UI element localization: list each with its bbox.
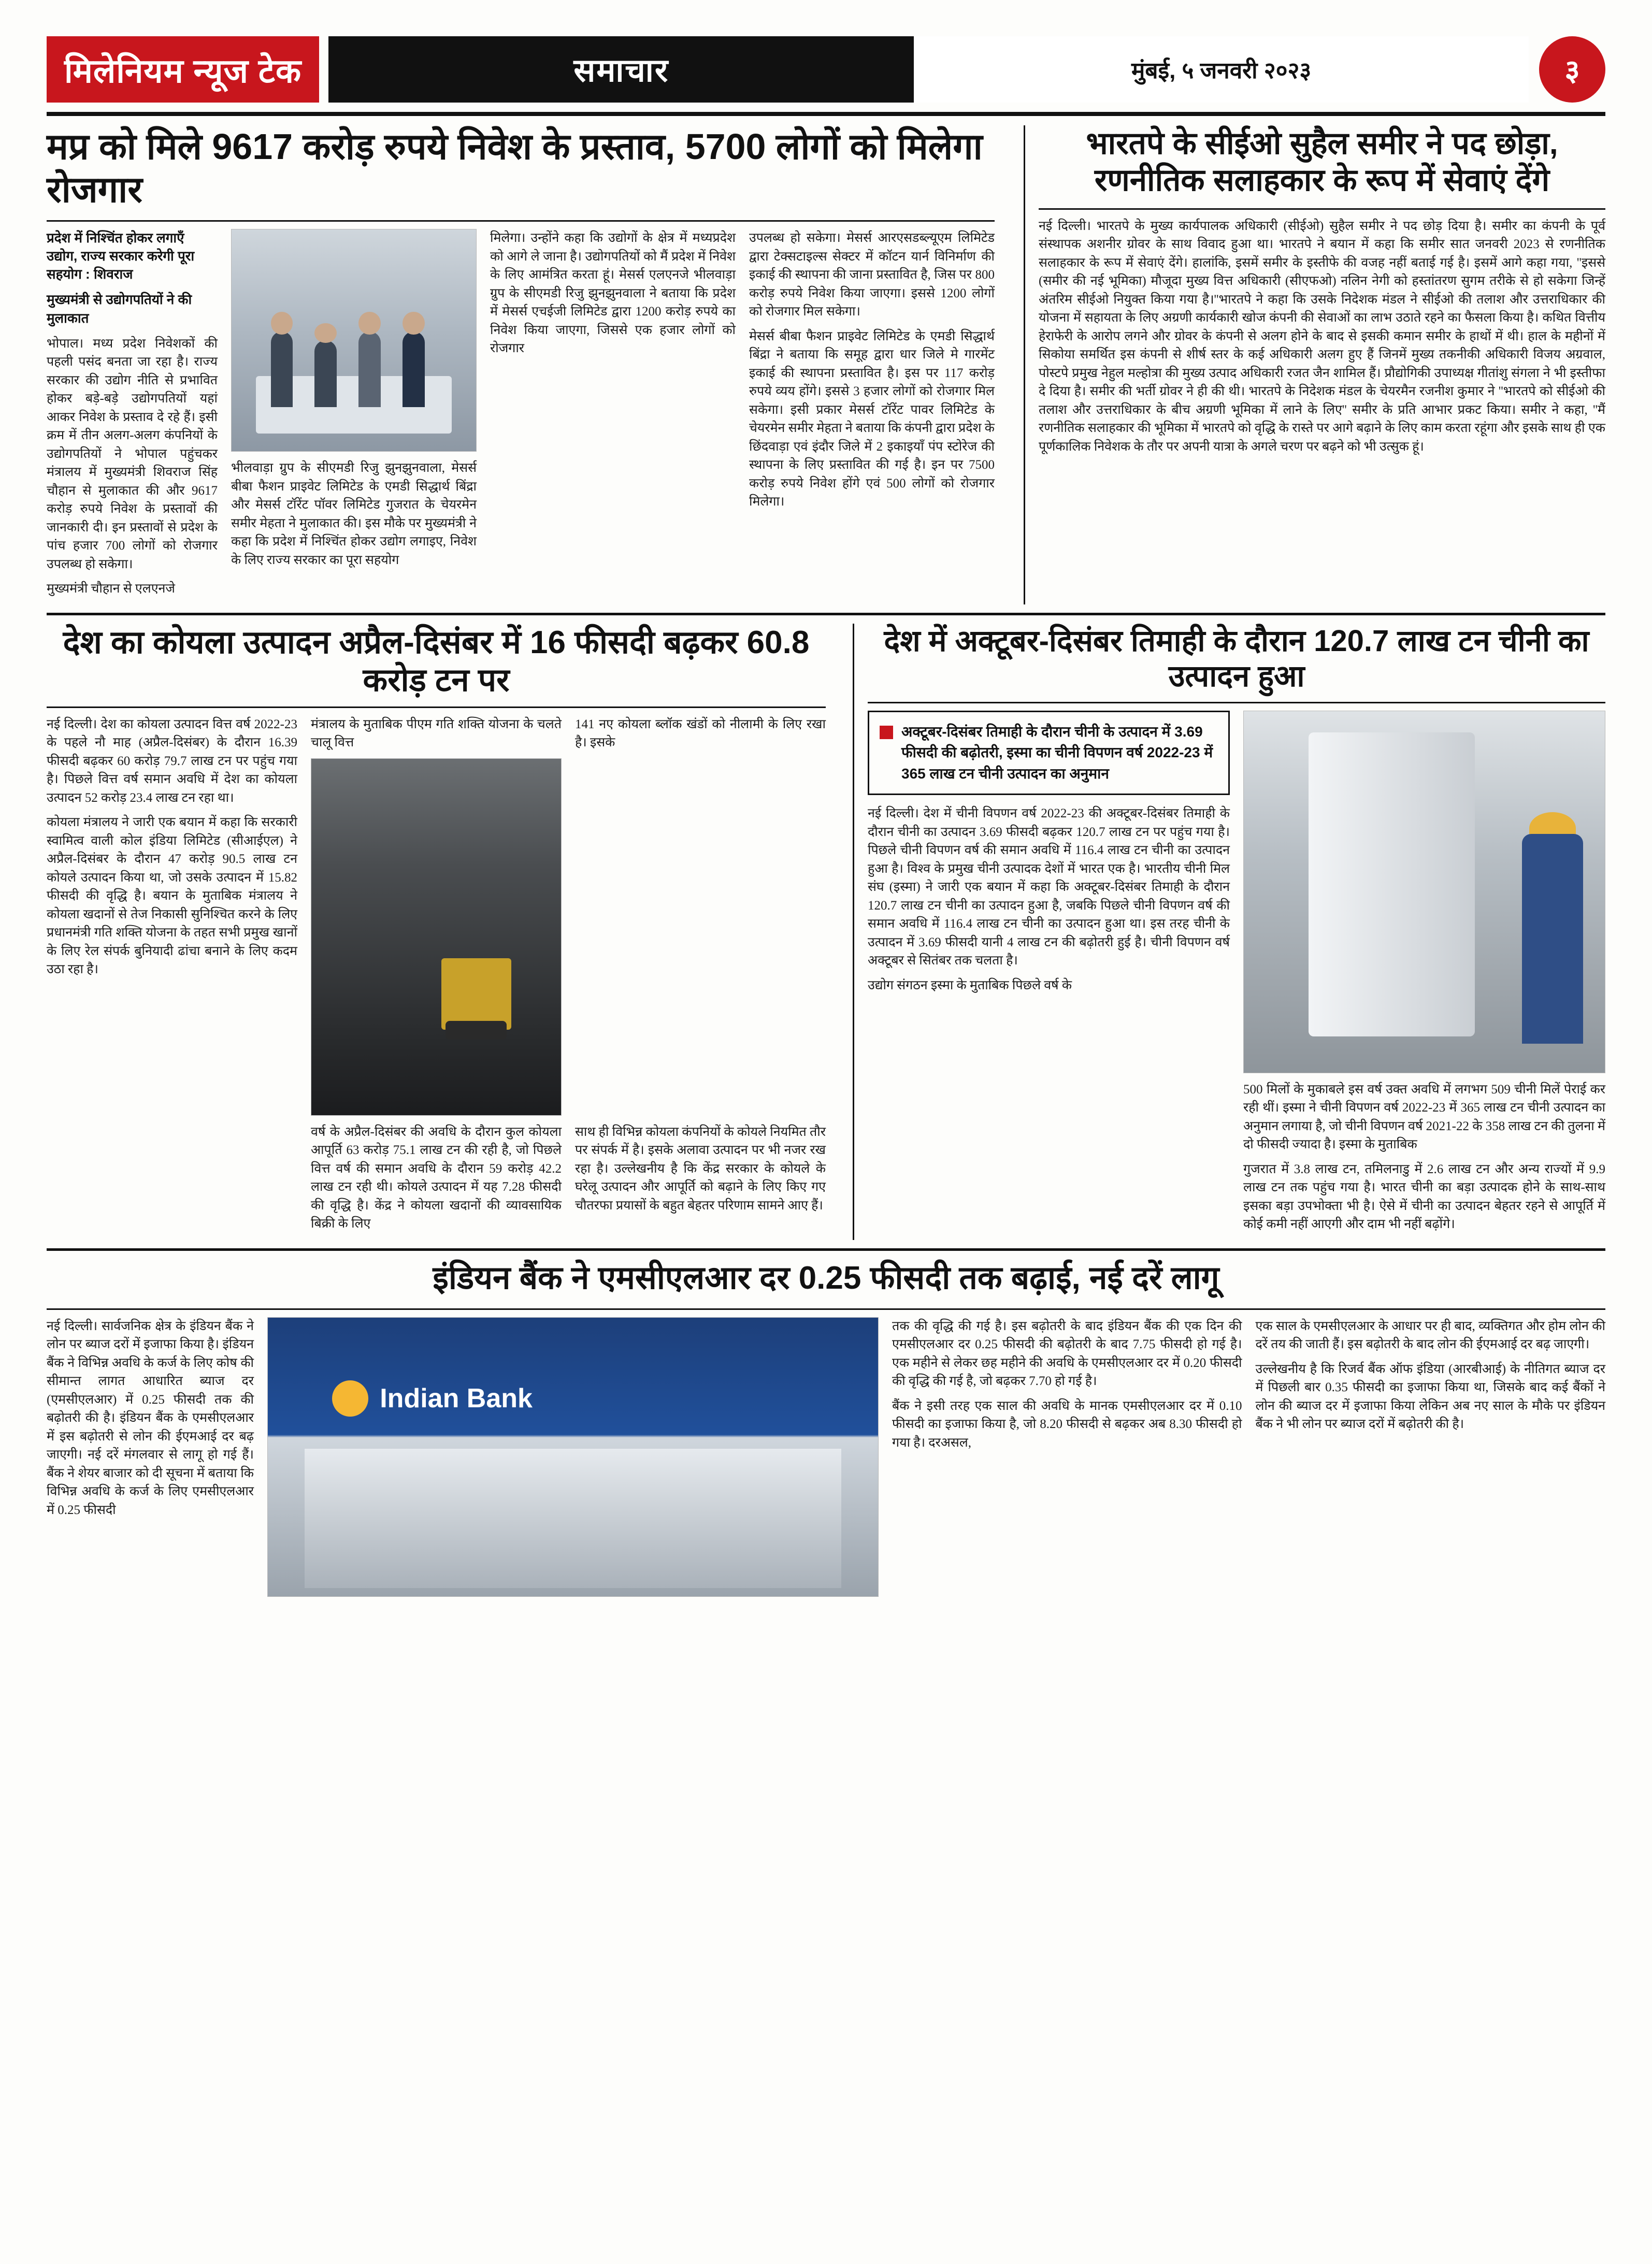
sugar-summary-box [868, 711, 1230, 796]
mp-para-6: मेसर्स बीबा फैशन प्राइवेट लिमिटेड के एमडी सिद्धार्थ बिंद्रा ने बताया कि समूह द्वारा धार जिले मे गारमेंट इकाई की स्थापना प्रस्तावित है। इस पर 117 करोड़ रुपये व्यय होंगे। इससे 3 हजार लोगों को रोजगार मिल सकेगा। इसी प्रकार मेसर्स टॉरेंट पावर लिमिटेड के चेयरमेन समीर मेहता ने बताया कि कंपनी द्वारा प्रदेश के छिंदवाड़ा एवं इंदौर जिले में 2 इकाइयाँ पंप स्टोरेज की स्थापना के लिए प्रस्तावित की गई है। इन पर 7500 करोड़ रुपये निवेश होंगे एवं 500 लोगों को रोजगार मिलेगा। [749, 329, 995, 509]
article-mp-investment [47, 125, 1010, 604]
headline-indian-bank: इंडियन बैंक ने एमसीएलआर दर 0.25 फीसदी तक बढ़ाई, नई दरें लागू [433, 1260, 1219, 1296]
headline-coal: देश का कोयला उत्पादन अप्रैल-दिसंबर में 16 फीसदी बढ़कर 60.8 करोड़ टन पर [63, 624, 810, 698]
coal-para-3: मंत्रालय के मुताबिक पीएम गति शक्ति योजना के चलते चालू वित्त [311, 717, 562, 750]
sugar-col-2 [1243, 711, 1605, 1240]
mp-para-4: मिलेगा। उन्होंने कहा कि उद्योगों के क्षेत्र में मध्यप्रदेश को आगे ले जाना है। उद्योगपतियों को मैं प्रदेश में निवेश के लिए आमंत्रित करता हूं। मेसर्स एलएनजे भीलवाड़ा ग्रुप के सीएमडी रिजु झुनझुनवाला ने बताया कि प्रदेश में मेसर्स एचईजी लिमिटेड द्वारा 1200 करोड़ रुपये का निवेश किया जाएगा, जिससे एक हजार लोगों को रोजगार [490, 231, 736, 356]
headline-bharatpe: भारतपे के सीईओ सुहैल समीर ने पद छोड़ा, रणनीतिक सलाहकार के रूप में सेवाएं देंगे [1086, 126, 1558, 197]
section-title: समाचार [328, 36, 914, 103]
coal-para-1: नई दिल्ली। देश का कोयला उत्पादन वित्त वर्ष 2022-23 के पहले नौ माह (अप्रैल-दिसंबर) के दौरान 16.39 फीसदी बढ़कर 60 करोड़ 79.7 लाख टन पर पहुंच गया है। पिछले वित्त वर्ष समान अवधि में देश का कोयला उत्पादन 52 करोड़ 23.4 लाख टन रहा था। [47, 717, 297, 805]
photo-indian-bank-branch [267, 1317, 879, 1597]
bank-storefront-glass [305, 1449, 842, 1588]
mp-col-4 [749, 229, 995, 604]
vertical-divider-2 [853, 624, 854, 1240]
dateline: मुंबई, ५ जनवरी २०२३ [914, 36, 1529, 103]
sugar-para-2: उद्योग संगठन इस्मा के मुताबिक पिछले वर्ष के [868, 978, 1072, 992]
photo-sugar-mill [1243, 711, 1605, 1073]
bharatpe-para-1: नई दिल्ली। भारतपे के मुख्य कार्यपालक अधिकारी (सीईओ) सुहैल समीर ने पद छोड़ दिया है। समीर का कंपनी के पूर्व संस्थापक अशनीर ग्रोवर के साथ विवाद हुआ था। भारतपे ने बयान में कहा कि समीर सात जनवरी 2023 से रणनीतिक सलाहकार के रूप में सेवाएं देंगे। हालांकि, इसमें समीर के इस्तीफे की वजह नहीं बताई गई है। इसमें आगे कहा गया, ''इससे (समीर की नई भूमिका) मौजूदा मुख्य वित्त अधिकारी (सीएफओ) नलिन नेगी को हस्तांतरण सुगम तरीके से हो सकेगा जिन्हें अंतरिम सीईओ नियुक्त किया गया है।''भारतपे ने कहा कि उसके निदेशक मंडल ने सीईओ की तलाश और उत्तराधिकार की योजना में सहायता के लिए अग्रणी कार्यकारी खोज कंपनी की सेवाओं का लाभ उठाते रहने का फैसला किया है। कथित वित्तीय हेराफेरी के आरोप लगने और ग्रोवर के कंपनी से अलग होने के बाद से इसकी कमान समीर के हाथों में थी। हाल के महीनों में सिकोया समर्थित इस कंपनी से शीर्ष स्तर के कई अधिकारी अलग हुए हैं जिनमें मुख्य तकनीकी अधिकारी विजय अग्रवाल, पोस्टपे प्रमुख नेहुल मल्होत्रा की मुख्य उत्पाद अधिकारी रजत जैन शामिल हैं। प्रौद्योगिकी उपाध्यक्ष गीतांशु संगला ने भी इस्तीफा दे दिया है। समीर की भर्ती ग्रोवर ने ही की थी। भारतपे के निदेशक मंडल के चेयरमैन रजनीश कुमार ने ''भारतपे को सीईओ की तलाश और उत्तराधिकार के बीच अग्रणी भूमिका में लाने के लिए'' समीर के प्रति आभार प्रकट किया। समीर ने कहा, ''मैं रणनीतिक सलाहकार की भूमिका में भारतपे को वृद्धि के रास्ते पर आगे बढ़ाने के लिए काम करता रहूंगा और इसके साथ ही एक पूर्णकालिक निवेशक के तौर पर अपनी यात्रा के अगले चरण पर बढ़ने को भी उत्सुक हूं। [1039, 219, 1605, 454]
mp-para-2: मुख्यमंत्री चौहान से एलएनजे [47, 582, 175, 596]
middle-section [47, 624, 1605, 1240]
coal-para-6: साथ ही विभिन्न कोयला कंपनियों के कोयले नियमित तौर पर संपर्क में है। इसके अलावा उत्पादन पर भी नजर रख रहा है। उल्लेखनीय है कि केंद्र सरकार के कोयले के घरेलू उत्पादन और आपूर्ति को बढ़ाने के लिए किए गए चौतरफा प्रयासों के बहुत बेहतर परिणाम सामने आए हैं। [575, 1124, 826, 1213]
indian-bank-logo-icon [332, 1380, 368, 1417]
sugar-para-1: नई दिल्ली। देश में चीनी विपणन वर्ष 2022-23 की अक्टूबर-दिसंबर तिमाही के दौरान चीनी का उत्पादन 3.69 फीसदी बढ़कर 120.7 लाख टन पर पहुंच गया है। पिछले चीनी विपणन वर्ष की समान अवधि में 116.4 लाख टन चीनी का उत्पादन हुआ है। विश्व के प्रमुख चीनी उत्पादक देशों में भारत एक है। भारतीय चीनी मिल संघ (इस्मा) ने जारी एक बयान में कहा कि अक्टूबर-दिसंबर तिमाही के दौरान 120.7 लाख टन चीनी का उत्पादन हुआ है, जबकि पिछले चीनी विपणन वर्ष की समान अवधि में 116.4 लाख टन चीनी का उत्पादन हुआ था। इस तरह चीनी के उत्पादन में 3.69 फीसदी यानी 4 लाख टन की बढ़ोतरी हुई है। चीनी विपणन वर्ष अक्टूबर से सितंबर तक चलता है। [868, 806, 1230, 968]
bank-para-2: तक की वृद्धि की गई है। इस बढ़ोतरी के बाद इंडियन बैंक की एक दिन की एमसीएलआर दर 0.25 फीसदी की बढ़ोतरी के बाद 7.75 फीसदी हो गई है। एक महीने से लेकर छह महीने की अवधि के एमसीएलआर दर में 0.20 फीसदी की वृद्धि की गई है, जो बढ़कर 7.70 हो गई है। [892, 1319, 1242, 1389]
mp-kicker-2: मुख्यमंत्री से उद्योगपतियों ने की मुलाकात [47, 292, 192, 326]
headline-mp-investment: मप्र को मिले 9617 करोड़ रुपये निवेश के प्रस्ताव, 5700 लोगों को मिलेगा रोजगार [47, 126, 983, 210]
vertical-divider-1 [1024, 125, 1025, 604]
sugar-col-1 [868, 711, 1230, 1240]
mp-para-3: भीलवाड़ा ग्रुप के सीएमडी रिजु झुनझुनवाला, मेसर्स बीबा फैशन प्राइवेट लिमिटेड के एमडी सिद्धार्थ बिंद्रा और मेसर्स टॉरेंट पॉवर लिमिटेड गुजरात के चेयरमेन समीर मेहता ने मुलाकात की। इस मौके पर मुख्यमंत्री ने कहा कि प्रदेश में निश्चिंत होकर उद्योग लगाइए, निवेश के लिए राज्य सरकार का पूरा सहयोग [231, 461, 477, 567]
bank-para-5: उल्लेखनीय है कि रिजर्व बैंक ऑफ इंडिया (आरबीआई) के नीतिगत ब्याज दर में पिछली बार 0.35 फीसदी का इजाफा किया था, जिसके बाद कई बैंकों ने लोन की ब्याज दर में इजाफा किया लेकिन अब नए साल के मौके पर इंडियन बैंक ने भी लोन पर ब्याज दरों में बढ़ोतरी की है। [1255, 1362, 1605, 1432]
mp-para-1: भोपाल। मध्य प्रदेश निवेशकों की पहली पसंद बनता जा रहा है। राज्य सरकार की उद्योग नीति से प्रभावित होकर बड़े-बड़े उद्योगपतियों यहां आकर निवेश के प्रस्ताव दे रहे हैं। इसी क्रम में तीन अलग-अलग कंपनियों के उद्योगपतियों ने भोपाल पहुंचकर मंत्रालय में मुख्यमंत्री शिवराज सिंह चौहान से मुलाकात की और 9617 करोड़ रुपये निवेश के प्रस्तावों की जानकारी दी। इन प्रस्तावों से प्रदेश के पांच हजार 700 लोगों को रोजगार उपलब्ध हो सकेगा। [47, 336, 218, 571]
masthead [47, 36, 1605, 103]
article-sugar [868, 624, 1605, 1240]
headline-sugar: देश में अक्टूबर-दिसंबर तिमाही के दौरान 120.7 लाख टन चीनी का उत्पादन हुआ [884, 624, 1589, 694]
bank-signboard [317, 1357, 829, 1440]
coal-col-3 [575, 715, 826, 1239]
sugar-para-3: 500 मिलों के मुकाबले इस वर्ष उक्त अवधि में लगभग 509 चीनी मिलें पेराई कर रही थीं। इस्मा ने चीनी विपणन वर्ष 2022-23 में 365 लाख टन चीनी उत्पादन का अनुमान लगाया है, जो चीनी विपणन वर्ष 2021-22 के 358 लाख टन की तुलना में दो फीसदी ज्यादा है। इस्मा के मुताबिक [1243, 1082, 1605, 1152]
masthead-rule [47, 112, 1605, 116]
bank-para-1: नई दिल्ली। सार्वजनिक क्षेत्र के इंडियन बैंक ने लोन पर ब्याज दरों में इजाफा किया है। इंडियन बैंक ने विभिन्न अवधि के कर्ज के लिए कोष की सीमान्त लागत आधारित ब्याज दर (एमसीएलआर) में 0.25 फीसदी तक की बढ़ोतरी की है। इंडियन बैंक के एमसीएलआर में इस बढ़ोतरी से लोन की ईएमआई दर बढ़ जाएगी। नई दरें मंगलवार से लागू हो गई हैं। बैंक ने शेयर बाजार को दी सूचना में बताया कि विभिन्न अवधि के कर्ज के लिए एमसीएलआर में 0.25 फीसदी [47, 1319, 254, 1517]
coal-para-5: 141 नए कोयला ब्लॉक खंडों को नीलामी के लिए रखा है। इसके [575, 717, 826, 750]
section-rule-2 [47, 1248, 1605, 1251]
bank-col-photo [267, 1317, 879, 1597]
top-section [47, 125, 1605, 604]
photo-cm-meeting [231, 229, 477, 452]
bank-col-1 [47, 1317, 254, 1597]
bullet-square-icon [880, 726, 893, 739]
section-rule-1 [47, 613, 1605, 615]
photo-coal-mine [311, 758, 562, 1116]
bank-para-4: एक साल के एमसीएलआर के आधार पर ही बाद, व्यक्तिगत और होम लोन की दरें तय की जाती हैं। इस बढ़ोतरी के बाद लोन की ईएमआई दर बढ़ जाएगी। [1255, 1319, 1605, 1352]
sugar-para-4: गुजरात में 3.8 लाख टन, तमिलनाडु में 2.6 लाख टन और अन्य राज्यों में 9.9 लाख टन तक पहुंच गया है। भारत चीनी का बड़ा उत्पादक होने के साथ-साथ इसका बड़ा उपभोक्ता भी है। ऐसे में चीनी का उत्पादन बेहतर रहने से आपूर्ति में कोई कमी नहीं आएगी और दाम भी नहीं बढ़ोंगे। [1243, 1162, 1605, 1232]
article-bharatpe [1039, 125, 1605, 604]
mp-kicker-1: प्रदेश में निश्चिंत होकर लगाएँ उद्योग, राज्य सरकार करेगी पूरा सहयोग : शिवराज [47, 230, 195, 282]
mp-para-5: उपलब्ध हो सकेगा। मेसर्स आरएसडब्ल्यूएम लिमिटेड द्वारा टेक्सटाइल्स सेक्टर में कॉटन यार्न विनिर्माण की इकाई की स्थापना की जाना प्रस्तावित है, जिस पर 800 करोड़ रुपये निवेश किया जाएगा। इससे 1200 लोगों को रोजगार मिल सकेगा। [749, 231, 995, 319]
article-coal [47, 624, 839, 1240]
publication-logo: मिलेनियम न्यूज टेक [47, 36, 319, 103]
sugar-summary-text: अक्टूबर-दिसंबर तिमाही के दौरान चीनी के उत्पादन में 3.69 फीसदी की बढ़ोतरी, इस्मा का चीनी विपणन वर्ष 2022-23 में 365 लाख टन चीनी उत्पादन का अनुमान [901, 723, 1213, 782]
coal-col-1 [47, 715, 297, 1239]
mp-col-1 [47, 229, 218, 604]
coal-col-2 [311, 715, 562, 1239]
coal-para-4: वर्ष के अप्रैल-दिसंबर की अवधि के दौरान कुल कोयला आपूर्ति 63 करोड़ 75.1 लाख टन की रही है, जो पिछले वित्त वर्ष की समान अवधि के दौरान 59 करोड़ 42.2 लाख टन रही थी। कोयले उत्पादन में यह 7.28 फीसदी की वृद्धि है। केंद्र ने कोयला खदानों की व्यावसायिक बिक्री के लिए [311, 1124, 562, 1231]
bank-col-3 [1256, 1317, 1606, 1597]
bank-col-2 [892, 1317, 1242, 1597]
page-number: ३ [1539, 36, 1605, 103]
coal-para-2: कोयला मंत्रालय ने जारी एक बयान में कहा कि सरकारी स्वामित्व वाली कोल इंडिया लिमिटेड (सीआईएल) ने अप्रैल-दिसंबर के दौरान 47 करोड़ 90.5 लाख टन कोयले उत्पादन किया था, जो उसके उत्पादन में 15.82 फीसदी की वृद्धि है। बयान के मुताबिक मंत्रालय ने कोयला खदानों से तेज निकासी सुनिश्चित करने के लिए प्रधानमंत्री गति शक्ति योजना के तहत सभी प्रमुख खानों के लिए रेल संपर्क बुनियादी ढांचा बनाने के लिए कदम उठा रहा है। [47, 815, 297, 977]
mp-col-2 [231, 229, 477, 604]
mp-col-3 [490, 229, 736, 604]
article-indian-bank [47, 1259, 1605, 1597]
bank-para-3: बैंक ने इसी तरह एक साल की अवधि के मानक एमसीएलआर दर में 0.10 फीसदी का इजाफा किया है, जो 8.20 फीसदी से बढ़कर अब 8.30 फीसदी हो गया है। दरअसल, [892, 1398, 1242, 1450]
bank-name-label: Indian Bank [380, 1383, 533, 1414]
